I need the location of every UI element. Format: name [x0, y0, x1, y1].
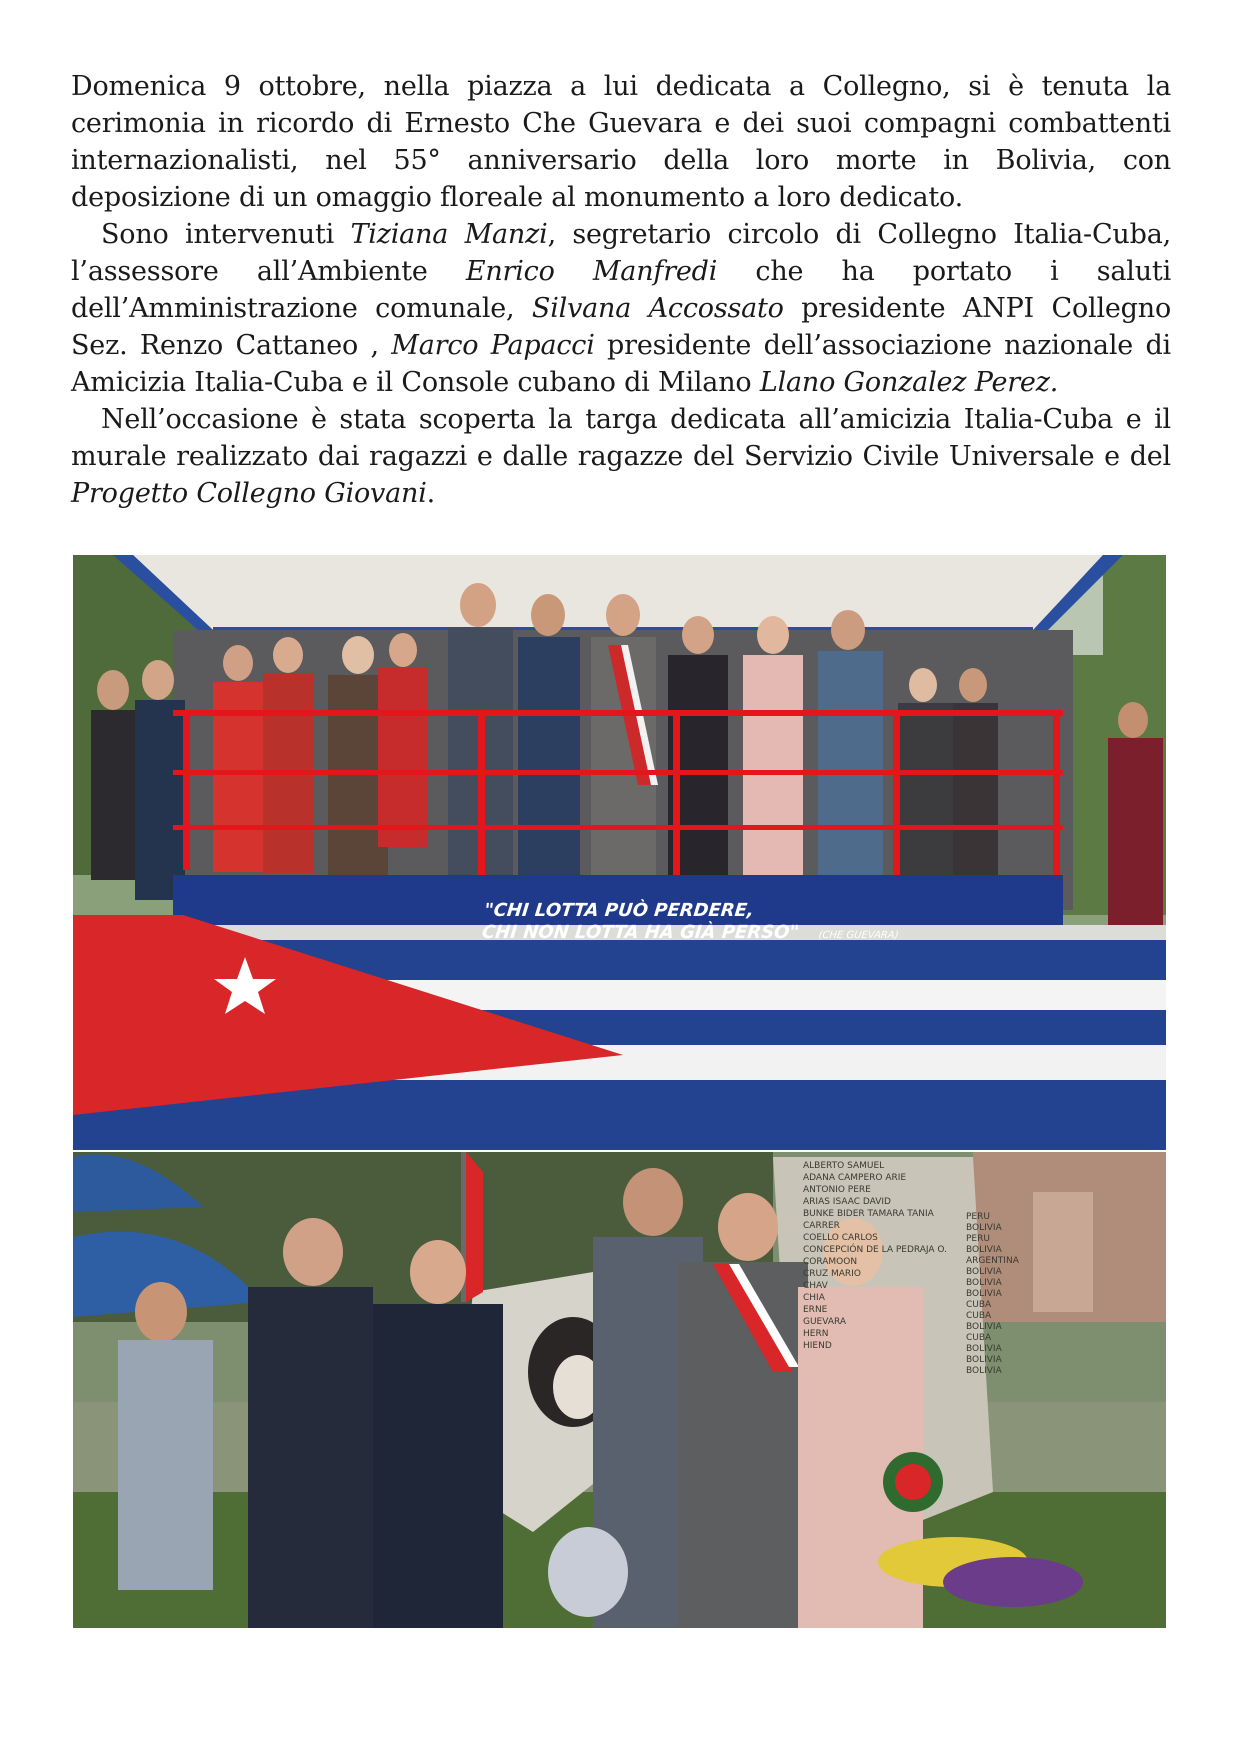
name-llano-gonzalez-perez: Llano Gonzalez Perez.: [759, 367, 1059, 398]
plaque-name: ANTONIO PERE: [803, 1185, 871, 1195]
name-silvana-accossato: Silvana Accossato: [531, 293, 784, 324]
plaque-name: ADANA CAMPERO ARIE: [803, 1173, 907, 1183]
p3-text-a: Nell’occasione è stata scoperta la targa dedicata all’amicizia Italia-Cuba e il murale realizzato dai ragazzi e dalle ragazze del Servizio Civile Universale e del: [71, 404, 1171, 472]
group-photo-gazebo: [73, 555, 1166, 1150]
plaque-country: BOLIVIA: [966, 1344, 1002, 1354]
plaque-names: [803, 1160, 963, 1352]
p2-text-a: Sono intervenuti: [101, 219, 351, 250]
plaque-name: COELLO CARLOS: [803, 1233, 878, 1243]
article-text: [71, 68, 1171, 512]
plaque-name: CHAV: [803, 1281, 828, 1291]
name-marco-papacci: Marco Papacci: [391, 330, 595, 361]
mural-quote-line-1: "CHI LOTTA PUÒ PERDERE,: [483, 900, 755, 921]
plaque-name: ALBERTO SAMUEL: [803, 1161, 885, 1171]
plaque-country: BOLIVIA: [966, 1223, 1002, 1233]
name-tiziana-manzi: Tiziana Manzi: [350, 219, 548, 250]
plaque-name: ERNE: [803, 1305, 828, 1315]
project-name: Progetto Collegno Giovani: [71, 478, 427, 509]
plaque-country: BOLIVIA: [966, 1245, 1002, 1255]
paragraph-2: [71, 216, 1171, 401]
plaque-country: BOLIVIA: [966, 1278, 1002, 1288]
plaque-country: CUBA: [966, 1300, 992, 1310]
paragraph-3: [71, 401, 1171, 512]
gazebo-scene: [73, 555, 1166, 1150]
mural-quote: [481, 900, 906, 947]
p3-text-end: .: [426, 478, 436, 509]
plaque-country: BOLIVIA: [966, 1322, 1002, 1332]
plaque-name: HERN: [803, 1329, 829, 1339]
plaque-name: HIEND: [803, 1341, 832, 1351]
plaque-name: GUEVARA: [803, 1317, 847, 1327]
plaque-country: CUBA: [966, 1311, 992, 1321]
plaque-name: CORAMOON: [803, 1257, 858, 1267]
cuban-flag-mural: [73, 915, 1166, 1150]
paragraph-1-text: Domenica 9 ottobre, nella piazza a lui dedicata a Collegno, si è tenuta la cerimonia in ricordo di Ernesto Che Guevara e dei suoi compagni combattenti internazionalisti, nel 55° anniversario della loro morte in Bolivia, con deposizione di un omaggio floreale al monumento a loro dedicato.: [71, 71, 1171, 213]
name-enrico-manfredi: Enrico Manfredi: [465, 256, 718, 287]
mural-quote-line-2: CHI NON LOTTA HA GIÀ PERSO": [480, 922, 800, 943]
paragraph-1: [71, 68, 1171, 216]
plaque-country: BOLIVIA: [966, 1355, 1002, 1365]
plaque-country: PERU: [966, 1234, 990, 1244]
plaque-name: CRUZ MARIO: [803, 1269, 861, 1279]
mural-quote-author: (CHE GUEVARA): [817, 930, 900, 941]
plaque-countries: [966, 1212, 1026, 1377]
plaque-country: BOLIVIA: [966, 1366, 1002, 1376]
plaque-name: CARRER: [803, 1221, 840, 1231]
plaque-name: BUNKE BIDER TAMARA TANIA: [803, 1209, 934, 1219]
plaque-country: BOLIVIA: [966, 1289, 1002, 1299]
bouquet: [548, 1527, 628, 1617]
plaque-name: CHIA: [803, 1293, 825, 1303]
plaque-name: ARIAS ISAAC DAVID: [803, 1197, 891, 1207]
p2-text-e: presidente dell’associazione nazionale di Amicizia Italia-Cuba e il Console cubano di Milano: [71, 330, 1171, 398]
plaque-name: CONCEPCIÓN DE LA PEDRAJA O.: [803, 1245, 948, 1255]
plaque-country: CUBA: [966, 1333, 992, 1343]
monument-photo: [73, 1152, 1166, 1628]
p2-text-c: che ha portato i saluti dell’Amministrazione comunale,: [71, 256, 1171, 324]
p2-text-b: , segretario circolo di Collegno Italia-Cuba, l’assessore all’Ambiente: [71, 219, 1171, 287]
p2-text-d: presidente ANPI Collegno Sez. Renzo Cattaneo ,: [71, 293, 1171, 361]
plaque-country: BOLIVIA: [966, 1267, 1002, 1277]
plaque-country: ARGENTINA: [966, 1256, 1019, 1266]
plaque-country: PERU: [966, 1212, 990, 1222]
